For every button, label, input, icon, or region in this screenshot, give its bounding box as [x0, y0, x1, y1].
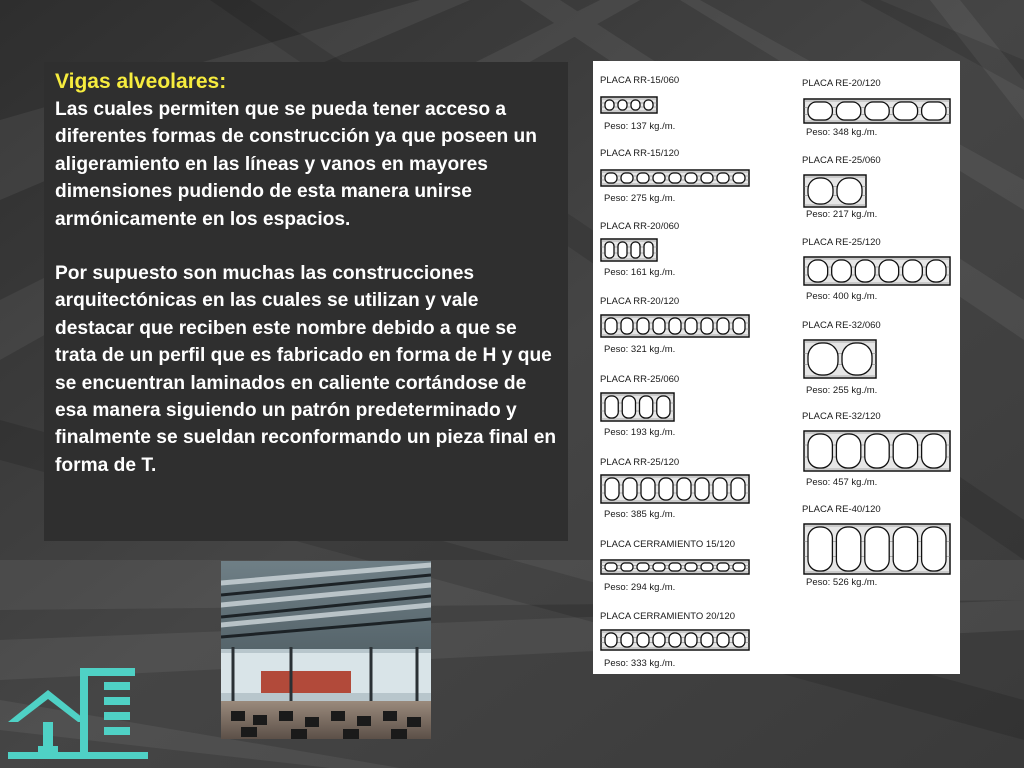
- plate-section: [600, 238, 658, 262]
- plate-name: PLACA RR-25/060: [600, 374, 680, 385]
- plate-section: [600, 314, 750, 338]
- plate-weight: Peso: 333 kg./m.: [604, 658, 676, 669]
- slide-title: Vigas alveolares:: [55, 70, 227, 93]
- plate-weight: Peso: 161 kg./m.: [604, 267, 676, 278]
- plate-weight: Peso: 255 kg./m.: [806, 385, 878, 396]
- plate-weight: Peso: 400 kg./m.: [806, 291, 878, 302]
- plate-section: [803, 174, 867, 208]
- plate-section: [600, 169, 750, 187]
- plate-name: PLACA RE-32/060: [802, 320, 881, 331]
- plate-name: PLACA RR-20/060: [600, 221, 680, 232]
- house-logo-icon: [8, 662, 153, 762]
- plate-weight: Peso: 137 kg./m.: [604, 121, 676, 132]
- plate-sections-diagram: [593, 61, 960, 674]
- plate-weight: Peso: 457 kg./m.: [806, 477, 878, 488]
- plate-name: PLACA RE-25/060: [802, 155, 881, 166]
- plate-name: PLACA RE-40/120: [802, 504, 881, 515]
- plate-name: PLACA RR-20/120: [600, 296, 680, 307]
- plate-weight: Peso: 385 kg./m.: [604, 509, 676, 520]
- plate-weight: Peso: 294 kg./m.: [604, 582, 676, 593]
- plate-section: [600, 474, 750, 504]
- plate-section: [803, 339, 877, 379]
- plate-name: PLACA RE-25/120: [802, 237, 881, 248]
- plate-section: [600, 559, 750, 575]
- plate-weight: Peso: 348 kg./m.: [806, 127, 878, 138]
- paragraph-2: Por supuesto son muchas las construcciones arquitectónicas en las cuales se utilizan y vale destacar que reciben este nombre debido a que se trata de un perfil que es fabricado en forma de H y que se encuentran laminados en caliente cortándose de esa manera siguiendo un patrón predeterminado y finalmente se sueldan reconformando un pieza final en forma de T.: [55, 263, 557, 476]
- plate-weight: Peso: 526 kg./m.: [806, 577, 878, 588]
- building-interior-photo: [221, 561, 431, 739]
- plate-section: [803, 523, 951, 575]
- plate-section: [600, 392, 675, 422]
- plate-section: [803, 98, 951, 124]
- description-text-box: [44, 62, 568, 541]
- plate-weight: Peso: 321 kg./m.: [604, 344, 676, 355]
- plate-name: PLACA RR-15/120: [600, 148, 680, 159]
- plate-name: PLACA RR-15/060: [600, 75, 680, 86]
- plate-section: [803, 256, 951, 286]
- paragraph-1: Las cuales permiten que se pueda tener acceso a diferentes formas de construcción ya que poseen un aligeramiento en las líneas y vanos en mayores dimensiones pudiendo de esta manera unirse armónicamente en los espacios.: [55, 99, 537, 230]
- plate-name: PLACA RE-20/120: [802, 78, 881, 89]
- plate-name: PLACA CERRAMIENTO 20/120: [600, 611, 735, 622]
- plate-section: [803, 430, 951, 472]
- plate-name: PLACA CERRAMIENTO 15/120: [600, 539, 735, 550]
- plate-weight: Peso: 275 kg./m.: [604, 193, 676, 204]
- plate-weight: Peso: 193 kg./m.: [604, 427, 676, 438]
- plate-section: [600, 629, 750, 651]
- plate-name: PLACA RR-25/120: [600, 457, 680, 468]
- plate-name: PLACA RE-32/120: [802, 411, 881, 422]
- plate-section: [600, 96, 658, 114]
- plate-weight: Peso: 217 kg./m.: [806, 209, 878, 220]
